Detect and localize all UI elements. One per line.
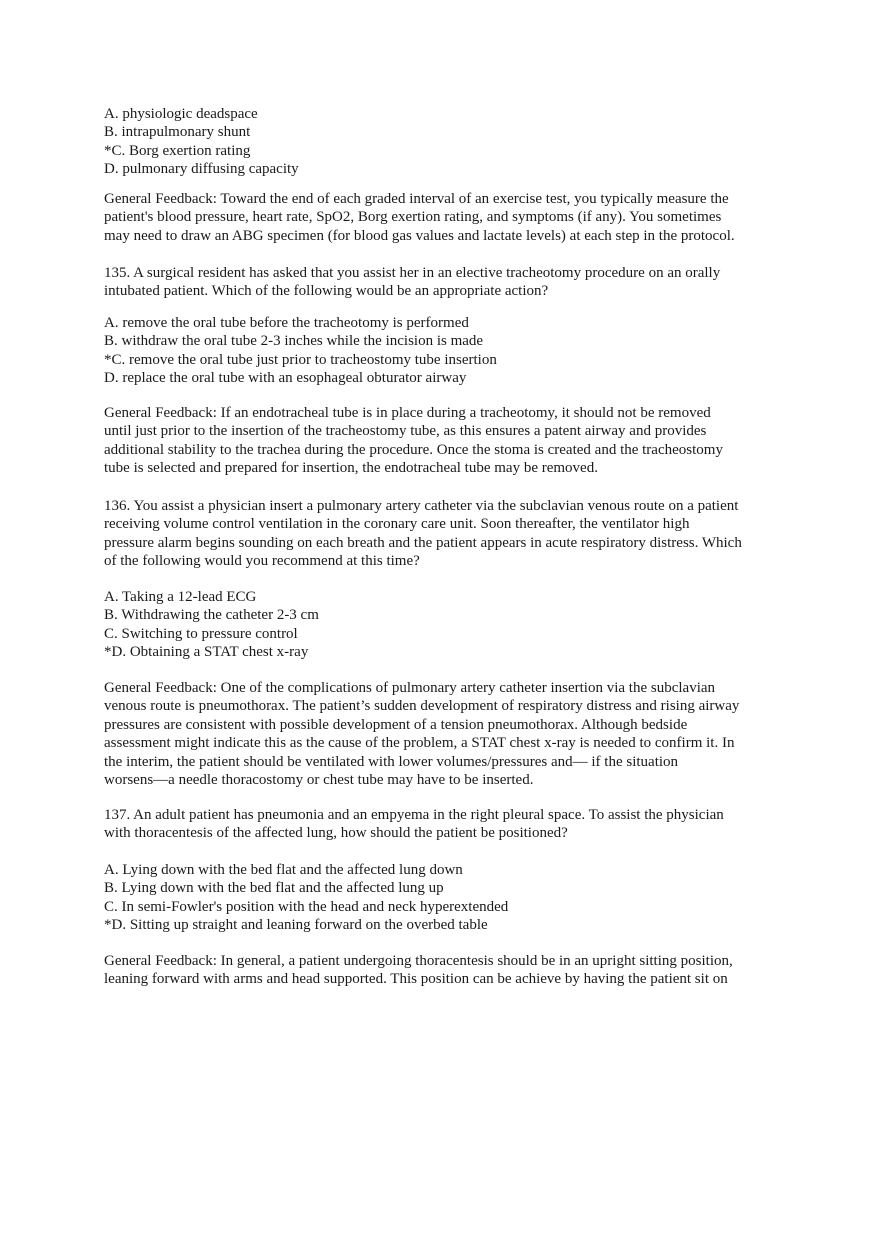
q137-options bbox=[104, 861, 508, 935]
text-line: may need to draw an ABG specimen (for blood gas values and lactate levels) at each step in the protocol. bbox=[104, 227, 735, 244]
text-line: General Feedback: If an endotracheal tube is in place during a tracheotomy, it should not be removed bbox=[104, 405, 711, 421]
text-line: D. pulmonary diffusing capacity bbox=[104, 161, 299, 178]
text-line: additional stability to the trachea during the procedure. Once the stoma is created and the tracheostomy bbox=[104, 441, 723, 458]
text-line: with thoracentesis of the affected lung, how should the patient be positioned? bbox=[104, 825, 568, 842]
text-line: 137. An adult patient has pneumonia and an empyema in the right pleural space. To assist the physician bbox=[104, 807, 724, 823]
text-line: assessment might indicate this as the cause of the problem, a STAT chest x-ray is needed to confirm it. In bbox=[104, 735, 735, 752]
text-line: A. Lying down with the bed flat and the affected lung down bbox=[104, 862, 463, 878]
q136-options bbox=[104, 588, 319, 662]
text-line: pressures are consistent with possible development of a tension pneumothorax. Although bedside bbox=[104, 716, 688, 733]
text-line: B. intrapulmonary shunt bbox=[104, 124, 251, 141]
text-line: 136. You assist a physician insert a pulmonary artery catheter via the subclavian venous route on a patient bbox=[104, 498, 739, 514]
text-line: A. Taking a 12-lead ECG bbox=[104, 589, 257, 605]
q134-options bbox=[104, 105, 299, 179]
text-line: *C. remove the oral tube just prior to tracheostomy tube insertion bbox=[104, 351, 497, 368]
q134-feedback bbox=[104, 190, 735, 245]
q136-feedback bbox=[104, 679, 739, 789]
q135-feedback bbox=[104, 404, 723, 478]
q135-options bbox=[104, 314, 497, 388]
text-line: D. replace the oral tube with an esophageal obturator airway bbox=[104, 370, 467, 387]
text-line: B. Lying down with the bed flat and the affected lung up bbox=[104, 880, 444, 897]
text-line: *D. Sitting up straight and leaning forward on the overbed table bbox=[104, 917, 488, 934]
text-line: *D. Obtaining a STAT chest x-ray bbox=[104, 644, 309, 661]
text-line: C. In semi-Fowler's position with the head and neck hyperextended bbox=[104, 898, 509, 915]
text-line: the interim, the patient should be ventilated with lower volumes/pressures and— if the situation bbox=[104, 753, 679, 770]
text-line: leaning forward with arms and head supported. This position can be achieve by having the patient sit on bbox=[104, 971, 728, 988]
text-line: intubated patient. Which of the following would be an appropriate action? bbox=[104, 283, 549, 300]
text-line: A. physiologic deadspace bbox=[104, 106, 258, 122]
text-line: pressure alarm begins sounding on each breath and the patient appears in acute respiratory distress. Which bbox=[104, 534, 742, 551]
text-line: B. Withdrawing the catheter 2-3 cm bbox=[104, 607, 319, 624]
text-line: C. Switching to pressure control bbox=[104, 625, 298, 642]
text-line: B. withdraw the oral tube 2-3 inches while the incision is made bbox=[104, 333, 484, 350]
text-line: venous route is pneumothorax. The patient’s sudden development of respiratory distress and rising airway bbox=[104, 698, 740, 715]
text-line: A. remove the oral tube before the tracheotomy is performed bbox=[104, 315, 469, 331]
q137-question bbox=[104, 806, 724, 843]
text-line: of the following would you recommend at this time? bbox=[104, 553, 420, 570]
text-line: *C. Borg exertion rating bbox=[104, 142, 251, 159]
text-line: receiving volume control ventilation in the coronary care unit. Soon thereafter, the ventilator high bbox=[104, 516, 690, 533]
q135-question bbox=[104, 264, 720, 301]
q137-feedback bbox=[104, 952, 733, 989]
text-line: worsens—a needle thoracostomy or chest tube may have to be inserted. bbox=[104, 772, 534, 789]
text-line: patient's blood pressure, heart rate, SpO2, Borg exertion rating, and symptoms (if any). You sometimes bbox=[104, 209, 722, 226]
text-line: General Feedback: Toward the end of each graded interval of an exercise test, you typically measure the bbox=[104, 191, 729, 207]
text-line: tube is selected and prepared for insertion, the endotracheal tube may be removed. bbox=[104, 460, 598, 477]
text-line: General Feedback: One of the complications of pulmonary artery catheter insertion via the subclavian bbox=[104, 680, 716, 696]
q136-question bbox=[104, 497, 742, 571]
text-line: 135. A surgical resident has asked that you assist her in an elective tracheotomy procedure on an orally bbox=[104, 265, 721, 281]
text-line: General Feedback: In general, a patient undergoing thoracentesis should be in an upright sitting position, bbox=[104, 953, 733, 969]
text-line: until just prior to the insertion of the tracheostomy tube, as this ensures a patent airway and provides bbox=[104, 423, 707, 440]
